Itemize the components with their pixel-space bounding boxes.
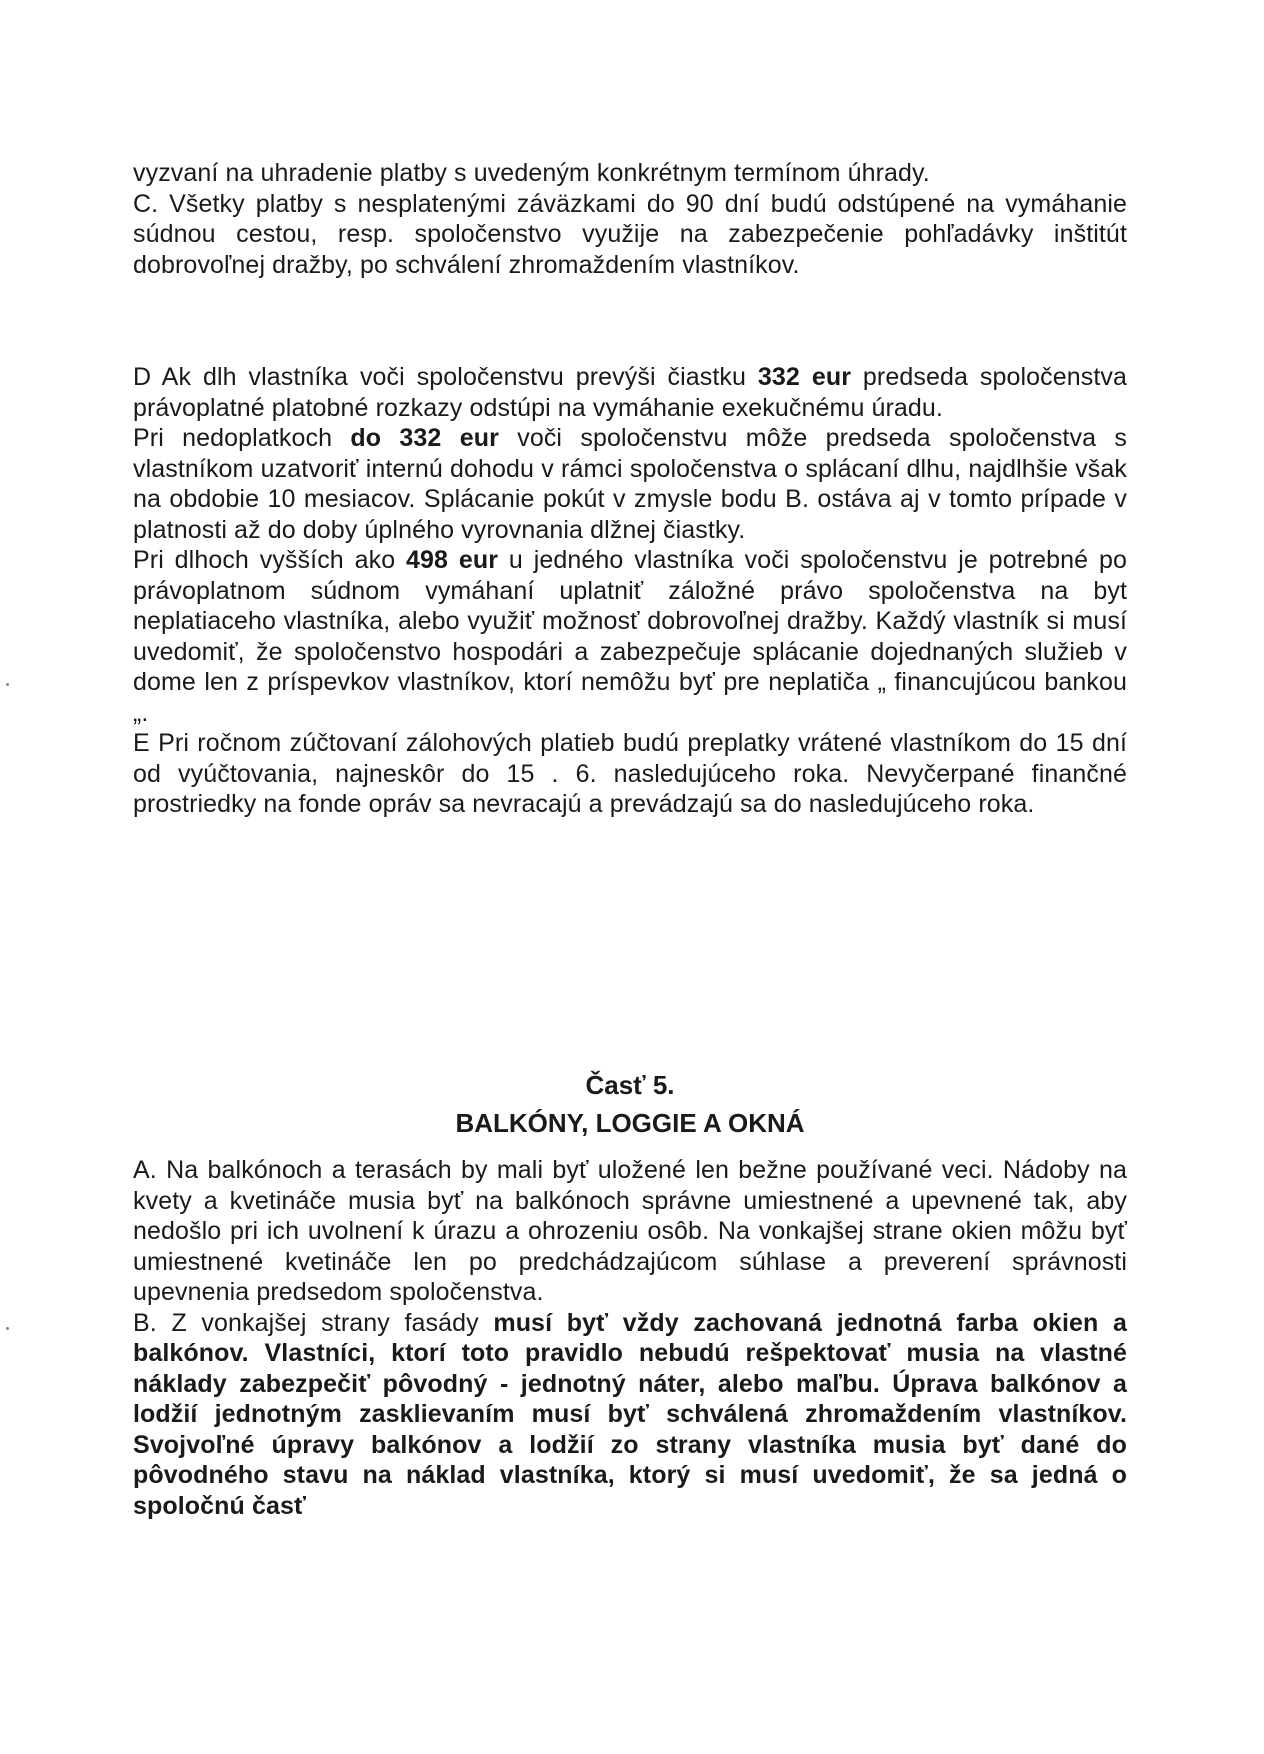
paragraph-a-balcony: A. Na balkónoch a terasách by mali byť uložené len bežne používané veci. Nádoby na kvety a kvetináče musia byť na balkónoch správne umiestnené a upevnené tak, aby nedošlo pri ich uvolnení k úrazu a ohrozeniu osôb. Na vonkajšej strane okien môžu byť umiestnené kvetináče len po predchádzajúcom súhlase a preverení správnosti upevnenia predsedom spoločenstva. xyxy=(133,1156,1127,1306)
amount-332-eur: 332 eur xyxy=(757,363,852,391)
balcony-rules-section xyxy=(133,1155,1127,1521)
payment-reminder-line: vyzvaní na uhradenie platby s uvedeným konkrétnym termínom úhrady. xyxy=(133,159,930,187)
debt-rules-section xyxy=(133,362,1127,820)
paragraph-underpayment: Pri nedoplatkoch do 332 eur voči spoločenstvu môže predseda spoločenstva s vlastníkom uzatvoriť internú dohodu v rámci spoločenstva o splácaní dlhu, najdlhšie však na obdobie 10 mesiacov. Splácanie pokút v zmysle bodu B. ostáva aj v tomto prípade v platnosti až do doby úplného vyrovnania dlžnej čiastky. xyxy=(133,424,1127,544)
scan-speck xyxy=(6,1327,9,1330)
paragraph-b-facade: B. Z vonkajšej strany fasády musí byť vždy zachovaná jednotná farba okien a balkónov. Vlastníci, ktorí toto pravidlo nebudú rešpektovať musia na vlastné náklady zabezpečiť pôvodný - jednotný náter, alebo maľbu. Úprava balkónov a lodžií jednotným zasklievaním musí byť schválená zhromaždením vlastníkov. Svojvoľné úpravy balkónov a lodžií zo strany vlastníka musia byť dané do pôvodného stavu na náklad vlastníka, ktorý si musí uvedomiť, že sa jedná o spoločnú časť xyxy=(133,1308,1128,1520)
paragraph-c: C. Všetky platby s nesplatenými záväzkami do 90 dní budú odstúpené na vymáhanie súdnou cestou, resp. spoločenstvo využije na zabezpečenie pohľadávky inštitút dobrovoľnej dražby, po schválení zhromaždením vlastníkov. xyxy=(133,189,1127,279)
facade-rule-bold: musí byť vždy zachovaná jednotná farba okien a balkónov. Vlastníci, ktorí toto pravidlo nebudú rešpektovať musia na vlastné náklady zabezpečiť pôvodný - jednotný náter, alebo maľbu. Úprava balkónov a lodžií jednotným zasklievaním musí byť schválená zhromaždením vlastníkov. Svojvoľné úpravy balkónov a lodžií zo strany vlastníka musia byť dané do pôvodného stavu na náklad vlastníka, ktorý si musí uvedomiť, že sa jedná o spoločnú časť xyxy=(133,1308,1128,1520)
amount-498-eur: 498 eur xyxy=(406,546,499,574)
paragraph-d: D Ak dlh vlastníka voči spoločenstvu prevýši čiastku 332 eur predseda spoločenstva právoplatné platobné rozkazy odstúpi na vymáhanie exekučnému úradu. xyxy=(133,363,1127,422)
section-title: BALKÓNY, LOGGIE A OKNÁ xyxy=(455,1108,805,1138)
scan-speck xyxy=(6,683,9,686)
section-heading xyxy=(133,1066,1127,1142)
paragraph-higher-debts: Pri dlhoch vyšších ako 498 eur u jedného vlastníka voči spoločenstvu je potrebné po právoplatnom súdnom vymáhaní uplatniť záložné právo spoločenstva na byt neplatiaceho vlastníka, alebo využiť možnosť dobrovoľnej dražby. Každý vlastník si musí uvedomiť, že spoločenstvo hospodári a zabezpečuje splácanie dojednaných služieb v dome len z príspevkov vlastníkov, ktorí nemôžu byť pre neplatiča „ financujúcou bankou „. xyxy=(133,546,1128,727)
paragraph-e: E Pri ročnom zúčtovaní zálohových platieb budú preplatky vrátené vlastníkom do 15 dní od vyúčtovania, najneskôr do 15 . 6. nasledujúceho roka. Nevyčerpané finančné prostriedky na fonde opráv sa nevracajú a prevádzajú sa do nasledujúceho roka. xyxy=(133,729,1127,818)
part-number: Časť 5. xyxy=(585,1070,675,1100)
payment-rules-top xyxy=(133,158,1127,280)
amount-do-332-eur: do 332 eur xyxy=(350,424,499,452)
